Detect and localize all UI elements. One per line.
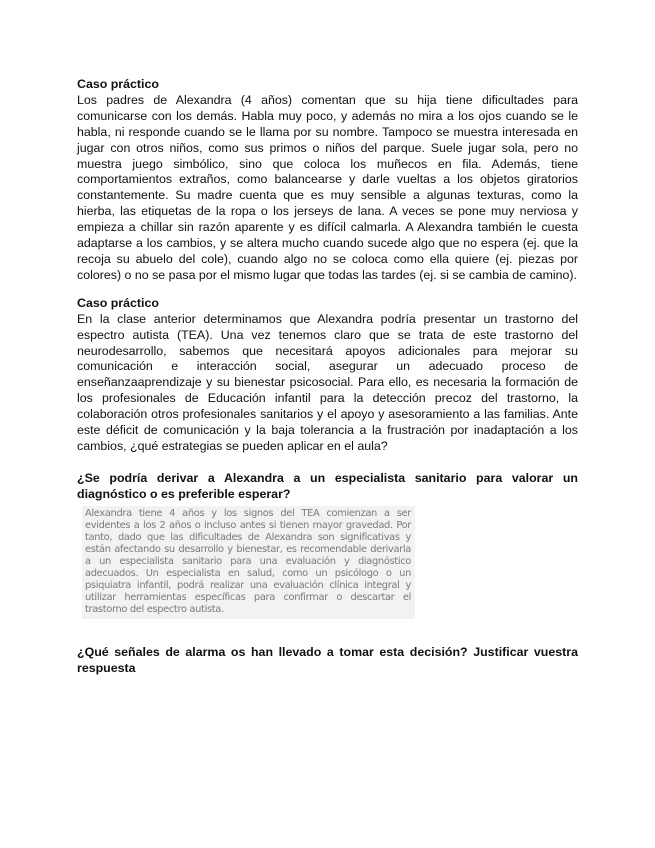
case-heading-1: Caso práctico [77,77,159,91]
question-1: ¿Se podría derivar a Alexandra a un especialista sanitario para valorar un diagnóstico o es preferible esperar? [77,470,578,501]
case-section-1 [77,77,578,284]
case-section-2 [77,296,578,455]
answer-box-1 [82,506,415,619]
case-body-1: Los padres de Alexandra (4 años) comentan que su hija tiene dificultades para comunicarse con los demás. Habla muy poco, y además no mira a los ojos cuando se le habla, ni responde cuando se le llama por su nombre. Tampoco se muestra interesada en jugar con otros niños, como sus primos o niños del parque. Suele jugar sola, pero no muestra juego simbólico, sino que coloca los muñecos en fila. Además, tiene comportamientos extraños, como balancearse y darle vueltas a los objetos giratorios constantemente. Su madre cuenta que es muy sensible a algunas texturas, como la hierba, las etiquetas de la ropa o los jerseys de lana. A veces se pone muy nerviosa y empieza a chillar sin razón aparente y es difícil calmarla. A Alexandra también le cuesta adaptarse a los cambios, y se altera mucho cuando sucede algo que no espera (ej. que la recoja su abuelo del cole), cuando algo no se coloca como ella quiere (ej. piezas por colores) o no se pasa por el mismo lugar que todas las tardes (ej. si se cambia de camino). [77,92,578,282]
answer-text-1: Alexandra tiene 4 años y los signos del TEA comienzan a ser evidentes a los 2 años o incluso antes si tienen mayor gravedad. Por tanto, dado que las dificultades de Alexandra son significativas y están afectando su desarrollo y bienestar, es recomendable derivarla a un especialista sanitario para una evaluación y diagnóstico adecuados. Un especialista en salud, como un psicólogo o un psiquiatra infantil, podrá realizar una evaluación clínica integral y utilizar herramientas específicas para confirmar o descartar el trastorno del espectro autista. [85,507,411,615]
question-2: ¿Qué señales de alarma os han llevado a tomar esta decisión? Justificar vuestra respuesta [77,644,578,675]
document-content [77,77,578,676]
case-heading-2: Caso práctico [77,295,159,310]
case-body-2: En la clase anterior determinamos que Alexandra podría presentar un trastorno del espectro autista (TEA). Una vez tenemos claro que se trata de este trastorno del neurodesarrollo, sabemos que necesitará apoyos adicionales para mejorar su comunicación e interacción social, asegurar un adecuado proceso de enseñanzaaprendizaje y su bienestar psicosocial. Para ello, es necesaria la formación de los profesionales de Educación infantil para la detección precoz del trastorno, la colaboración otros profesionales sanitarios y el apoyo y asesoramiento a las familias. Ante este déficit de comunicación y la baja tolerancia a la frustración por inadaptación a los cambios, ¿qué estrategias se pueden aplicar en el aula? [77,311,578,453]
